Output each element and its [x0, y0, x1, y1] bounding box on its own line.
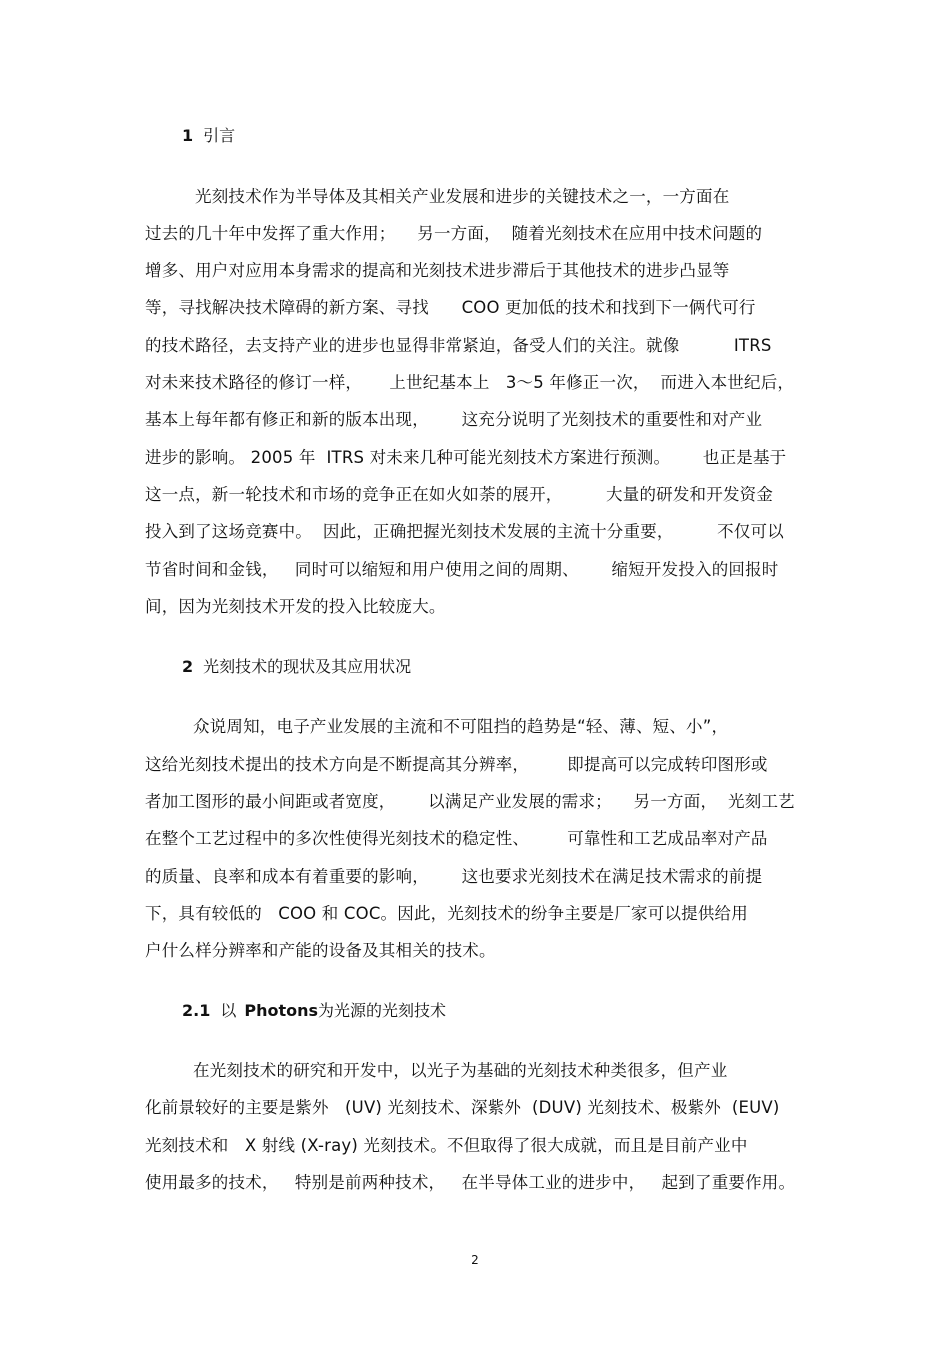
- paragraph-line: 光刻技术和 X 射线 (X-ray) 光刻技术。不但取得了很大成就，而且是目前产业中: [145, 1136, 748, 1155]
- section-title-bold: Photons: [244, 1001, 319, 1020]
- paragraph-line: 的质量、良率和成本有着重要的影响， 这也要求光刻技术在满足技术需求的前提: [145, 867, 763, 886]
- paragraph-line: 在光刻技术的研究和开发中，以光子为基础的光刻技术种类很多，但产业: [193, 1061, 728, 1080]
- paragraph-line: 下，具有较低的 COO 和 COC。因此，光刻技术的纷争主要是厂家可以提供给用: [145, 904, 748, 923]
- paragraph-line: 化前景较好的主要是紫外 (UV) 光刻技术、深紫外 (DUV) 光刻技术、极紫外 (EUV): [145, 1098, 780, 1117]
- section-2-heading: [182, 657, 411, 677]
- paragraph-line: 对未来技术路径的修订一样， 上世纪基本上 3～5 年修正一次， 而进入本世纪后，: [145, 373, 795, 392]
- section-1-heading: [182, 126, 235, 146]
- paragraph-line: 等，寻找解决技术障碍的新方案、寻找 COO 更加低的技术和找到下一俩代可行: [145, 298, 756, 317]
- paragraph-line: 在整个工艺过程中的多次性使得光刻技术的稳定性、 可靠性和工艺成品率对产品: [145, 829, 768, 848]
- paragraph-line: 者加工图形的最小间距或者宽度， 以满足产业发展的需求； 另一方面， 光刻工艺: [145, 792, 795, 811]
- paragraph-line: 使用最多的技术， 特别是前两种技术， 在半导体工业的进步中， 起到了重要作用。: [145, 1173, 796, 1192]
- paragraph-line: 间，因为光刻技术开发的投入比较庞大。: [145, 597, 446, 616]
- section-title: 光刻技术的现状及其应用状况: [203, 657, 412, 676]
- section-title-prefix: 以: [220, 1001, 237, 1020]
- paragraph-line: 进步的影响。 2005 年 ITRS 对未来几种可能光刻技术方案进行预测。 也正是基于: [145, 448, 787, 467]
- paragraph-line: 投入到了这场竞赛中。 因此，正确把握光刻技术发展的主流十分重要， 不仅可以: [145, 522, 784, 541]
- paragraph-line: 这给光刻技术提出的技术方向是不断提高其分辨率， 即提高可以完成转印图形或: [145, 755, 768, 774]
- section-number: 1: [182, 126, 194, 145]
- paragraph-line: 光刻技术作为半导体及其相关产业发展和进步的关键技术之一，一方面在: [195, 187, 730, 206]
- paragraph-line: 这一点，新一轮技术和市场的竞争正在如火如荼的展开， 大量的研发和开发资金: [145, 485, 774, 504]
- paragraph-line: 众说周知，电子产业发展的主流和不可阻挡的趋势是“轻、薄、短、小”，: [193, 717, 729, 736]
- paragraph-line: 过去的几十年中发挥了重大作用； 另一方面， 随着光刻技术在应用中技术问题的: [145, 224, 763, 243]
- section-2-1-heading: [182, 1001, 446, 1021]
- paragraph-line: 基本上每年都有修正和新的版本出现， 这充分说明了光刻技术的重要性和对产业: [145, 410, 763, 429]
- section-number: 2.1: [182, 1001, 211, 1020]
- paragraph-line: 增多、用户对应用本身需求的提高和光刻技术进步滞后于其他技术的进步凸显等: [145, 261, 730, 280]
- paragraph-line: 的技术路径，去支持产业的进步也显得非常紧迫，备受人们的关注。就像 ITRS: [145, 336, 772, 355]
- section-number: 2: [182, 657, 194, 676]
- paragraph-line: 节省时间和金钱， 同时可以缩短和用户使用之间的周期、 缩短开发投入的回报时: [145, 560, 779, 579]
- section-title-suffix: 为光源的光刻技术: [318, 1001, 447, 1020]
- page-number: 2: [471, 1253, 479, 1267]
- section-title: 引言: [203, 126, 236, 145]
- paragraph-line: 户什么样分辨率和产能的设备及其相关的技术。: [145, 941, 496, 960]
